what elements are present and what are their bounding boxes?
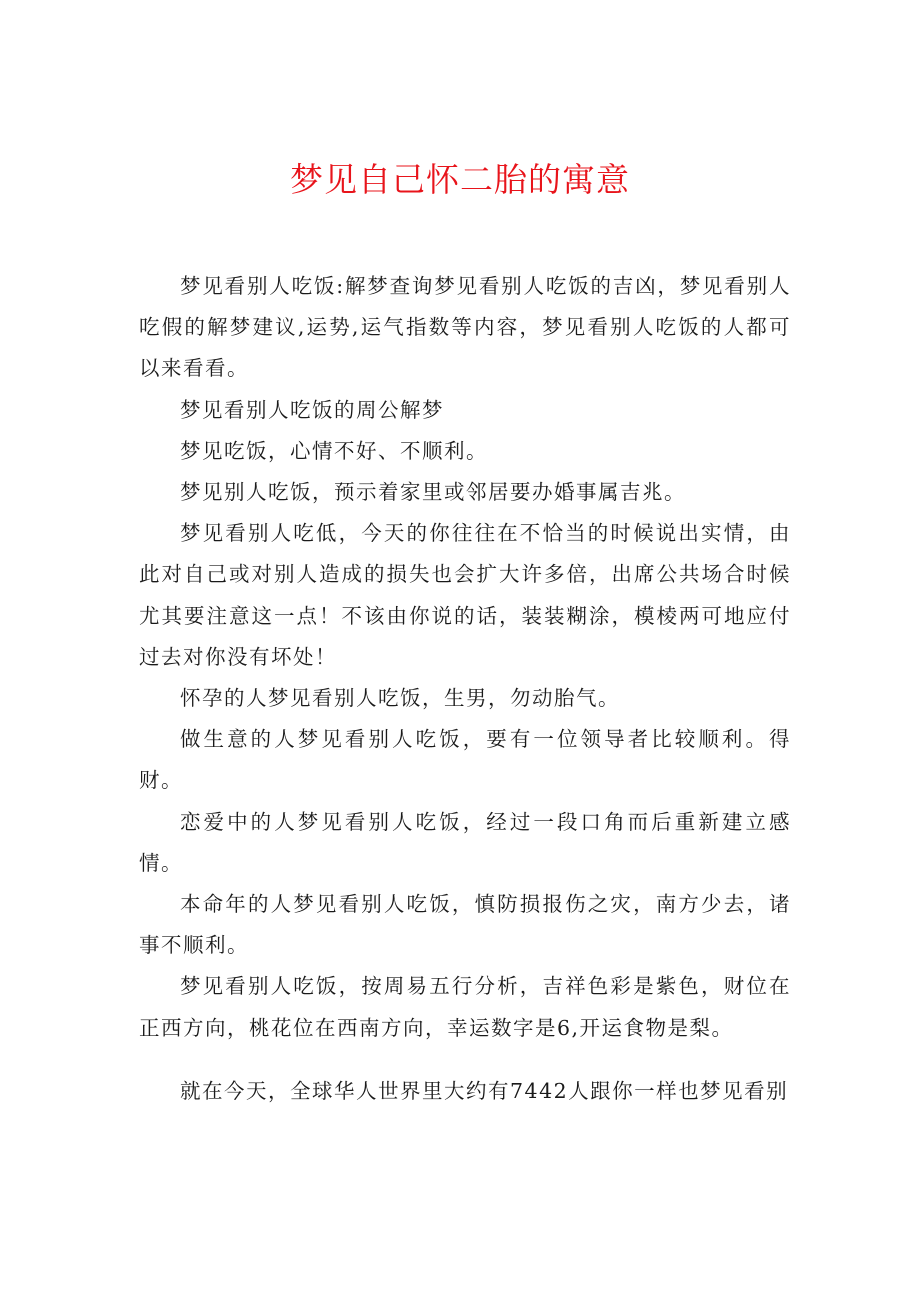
paragraph-intro: 梦见看别人吃饭:解梦查询梦见看别人吃饭的吉凶，梦见看别人吃假的解梦建议,运势,运气指数等内容，梦见看别人吃饭的人都可以来看看。 — [139, 274, 791, 381]
document-body — [139, 266, 791, 1112]
paragraph: 梦见看别人吃低，今天的你往往在不恰当的时候说出实情，由此对自己或对别人造成的损失也会扩大许多倍，出席公共场合时候尤其要注意这一点！不该由你说的话，装装糊涂，模棱两可地应付过去对你没有坏处！ — [139, 521, 791, 669]
paragraph: 做生意的人梦见看别人吃饭，要有一位领导者比较顺利。得财。 — [139, 727, 791, 793]
paragraph: 梦见看别人吃饭，按周易五行分析，吉祥色彩是紫色，财位在正西方向，桃花位在西南方向，幸运数字是6,开运食物是梨。 — [139, 974, 791, 1040]
paragraph: 梦见吃饭，心情不好、不顺利。 — [180, 438, 488, 463]
paragraph: 怀孕的人梦见看别人吃饭，生男，勿动胎气。 — [180, 686, 620, 711]
paragraph: 恋爱中的人梦见看别人吃饭，经过一段口角而后重新建立感情。 — [139, 809, 791, 875]
paragraph: 梦见别人吃饭，预示着家里或邻居要办婚事属吉兆。 — [180, 480, 686, 505]
paragraph-truncated: 就在今天，全球华人世界里大约有7442人跟你一样也梦见看别 — [180, 1078, 789, 1103]
paragraph: 本命年的人梦见看别人吃饭，慎防损报伤之灾，南方少去，诸事不顺利。 — [139, 892, 791, 958]
paragraph-heading: 梦见看别人吃饭的周公解梦 — [180, 397, 444, 422]
document-title: 梦见自己怀二胎的寓意 — [290, 160, 630, 199]
